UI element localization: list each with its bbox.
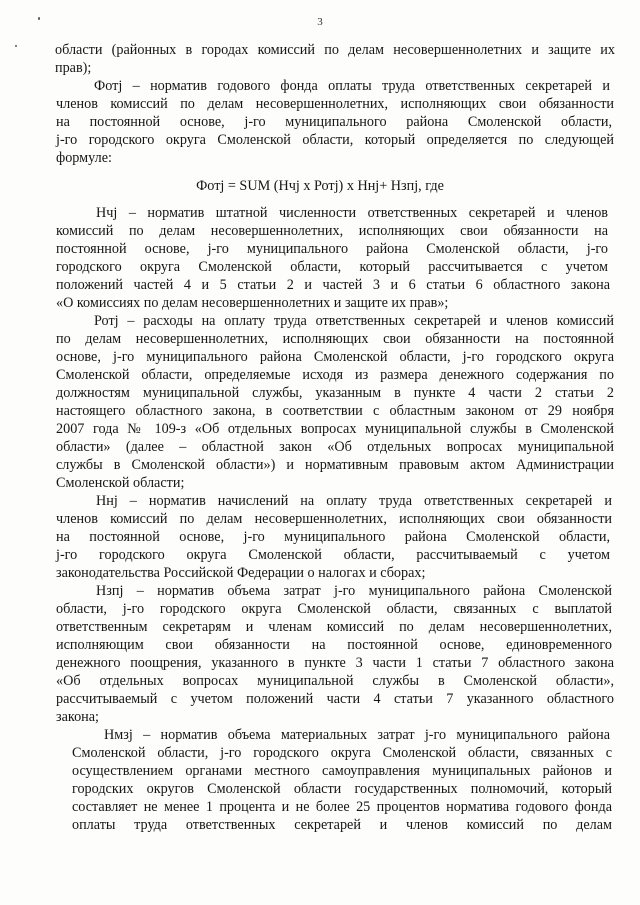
text-line: на постоянной основе, j-го муниципального района Смоленской области, <box>56 529 610 545</box>
text-line: ответственным секретарям и членам комиссий по делам несовершеннолетних, <box>56 619 612 635</box>
text-line: рассчитываемый с учетом положений части 4 статьи 7 указанного областного <box>56 691 614 707</box>
text-line: Смоленской области, j-го городского округа Смоленской области, связанных с <box>72 745 612 761</box>
text-line: «Об отдельных вопросах муниципальной службы в Смоленской области», <box>56 673 614 689</box>
scan-speck <box>15 45 17 47</box>
text-line: исполняющим свои обязанности на постоянной основе, единовременного <box>56 637 612 653</box>
text-line: членов комиссий по делам несовершеннолетних, исполняющих свои обязанности <box>56 96 614 112</box>
text-line: Смоленской области, определяемые исходя из размера денежного содержания по <box>56 367 614 383</box>
text-line: Нчj – норматив штатной численности ответственных секретарей и членов <box>96 205 608 221</box>
text-line: области (районных в городах комиссий по делам несовершеннолетних и защите их <box>55 42 615 58</box>
text-line: службы в Смоленской области») и нормативным правовым актом Администрации <box>56 457 614 473</box>
text-line: постоянной основе, j-го муниципального района Смоленской области, j-го <box>56 241 608 257</box>
page-number: 3 <box>317 16 323 28</box>
text-line: Фотj – норматив годового фонда оплаты труда ответственных секретарей и <box>94 78 610 94</box>
text-line: прав); <box>55 60 92 76</box>
text-line: на постоянной основе, j-го муниципального района Смоленской области, <box>56 114 612 130</box>
text-line: должностям муниципальной службы, указанным в пункте 4 части 2 статьи 2 <box>56 385 614 401</box>
text-line: Смоленской области; <box>56 475 185 491</box>
text-line: основе, j-го муниципального района Смоленской области, j-го городского округа <box>56 349 614 365</box>
text-line: закона; <box>56 709 99 725</box>
text-line: городских округов Смоленской области государственных полномочий, который <box>72 781 612 797</box>
text-line: членов комиссий по делам несовершеннолетних, исполняющих свои обязанности <box>56 511 612 527</box>
text-line: формуле: <box>56 150 112 166</box>
text-line: городского округа Смоленской области, который рассчитывается с учетом <box>56 259 608 275</box>
text-line: Ротj – расходы на оплату труда ответственных секретарей и членов комиссий <box>94 313 614 329</box>
text-line: составляет не менее 1 процента и не более 25 процентов норматива годового фонда <box>72 799 612 815</box>
text-line: по делам несовершеннолетних, исполняющих свои обязанности на постоянной <box>56 331 614 347</box>
text-line: осуществлением органами местного самоуправления муниципальных районов и <box>72 763 612 779</box>
text-line: области, j-го городского округа Смоленской области, связанных с выплатой <box>56 601 612 617</box>
formula: Фотj = SUM (Нчj х Ротj) х Ннj+ Нзпj, где <box>196 178 444 194</box>
text-line: оплаты труда ответственных секретарей и членов комиссий по делам <box>72 817 612 833</box>
text-line: положений частей 4 и 5 статьи 2 и частей 3 и 6 статьи 6 областного закона <box>56 277 610 293</box>
text-line: комиссий по делам несовершеннолетних, исполняющих свои обязанности на <box>56 223 608 239</box>
text-line: «О комиссиях по делам несовершеннолетних и защите их прав»; <box>56 295 449 311</box>
text-line: Нмзj – норматив объема материальных затрат j-го муниципального района <box>104 727 610 743</box>
text-line: настоящего областного закона, в соответствии с областным законом от 29 ноября <box>56 403 614 419</box>
text-line: j-го городского округа Смоленской области, который определяется по следующей <box>56 132 614 148</box>
text-line: Ннj – норматив начислений на оплату труда ответственных секретарей и <box>96 493 612 509</box>
text-line: области» (далее – областной закон «Об отдельных вопросах муниципальной <box>56 439 614 455</box>
text-line: Нзпj – норматив объема затрат j-го муниципального района Смоленской <box>96 583 612 599</box>
text-line: денежного поощрения, указанного в пункте 3 части 1 статьи 7 областного закона <box>56 655 614 671</box>
text-line: законодательства Российской Федерации о налогах и сборах; <box>56 565 426 581</box>
text-line: j-го городского округа Смоленской области, рассчитываемый с учетом <box>56 547 610 563</box>
text-line: 2007 года № 109-з «Об отдельных вопросах муниципальной службы в Смоленской <box>56 421 614 437</box>
